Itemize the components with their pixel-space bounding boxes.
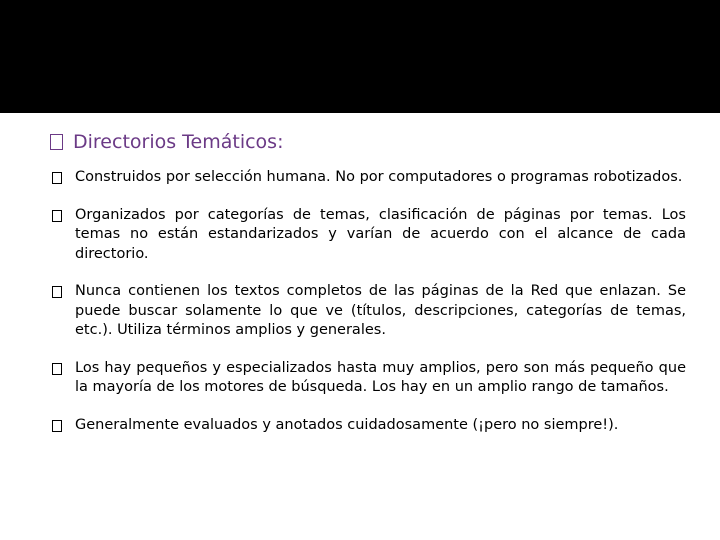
missing-glyph-box-icon <box>52 363 62 375</box>
top-black-band <box>0 0 720 113</box>
bullet-text: Generalmente evaluados y anotados cuidadosamente (¡pero no siempre!). <box>75 416 619 433</box>
missing-glyph-box-icon <box>52 286 62 298</box>
heading-text: Directorios Temáticos: <box>73 131 284 153</box>
missing-glyph-box-icon <box>52 420 62 432</box>
bullet-list <box>52 168 686 435</box>
bullet-text: Nunca contienen los textos completos de las páginas de la Red que enlazan. Se puede buscar solamente lo que ve (títulos, descripciones, categorías de temas, etc.). Utiliza términos amplios y generales. <box>75 283 686 338</box>
missing-glyph-box-icon <box>50 134 63 150</box>
bullet-item <box>52 168 686 188</box>
bullet-text: Organizados por categorías de temas, clasificación de páginas por temas. Los temas no están estandarizados y varían de acuerdo con el alcance de cada directorio. <box>75 206 686 262</box>
bullet-item <box>52 206 686 265</box>
slide-heading <box>50 127 690 157</box>
missing-glyph-box-icon <box>52 210 62 222</box>
bullet-text: Construidos por selección humana. No por computadores o programas robotizados. <box>75 169 683 185</box>
bullet-item <box>52 282 686 341</box>
bullet-text: Los hay pequeños y especializados hasta muy amplios, pero son más pequeño que la mayoría de los motores de búsqueda. Los hay en un amplio rango de tamaños. <box>75 359 686 395</box>
bullet-item <box>52 416 686 436</box>
bullet-item <box>52 359 686 398</box>
missing-glyph-box-icon <box>52 172 62 184</box>
